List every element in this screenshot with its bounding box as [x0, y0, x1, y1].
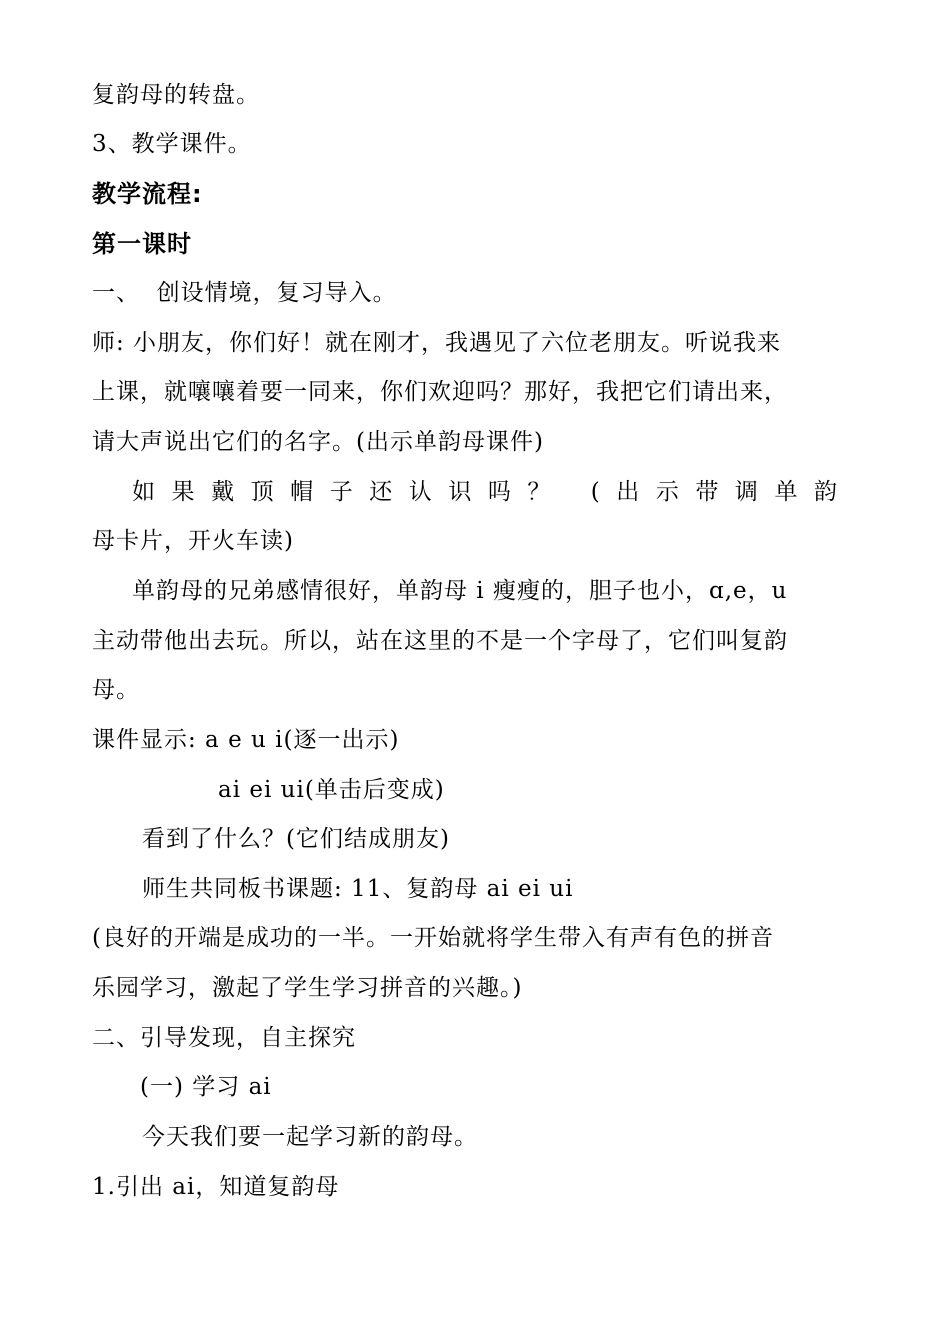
- section-heading-first-lesson: 第一课时: [92, 230, 192, 258]
- text-line-7: 上课，就嚷嚷着要一同来，你们欢迎吗？那好，我把它们请出来，: [92, 379, 788, 405]
- text-line-14: 课件显示: a e u i(逐一出示): [92, 727, 400, 753]
- text-line-23: 1.引出 ai，知道复韵母: [92, 1174, 340, 1200]
- section-heading-teaching-process: 教学流程:: [92, 180, 203, 208]
- text-line-8: 请大声说出它们的名字。(出示单韵母课件): [92, 429, 544, 455]
- text-line-18: (良好的开端是成功的一半。一开始就将学生带入有声有色的拼音: [92, 925, 774, 951]
- text-line-10: 母卡片，开火车读): [92, 528, 294, 554]
- text-line-1: 复韵母的转盘。: [92, 82, 260, 108]
- text-line-9: 如果戴顶帽子还认识吗？ (出示带调单韵: [132, 479, 838, 505]
- text-line-13: 母。: [92, 677, 140, 703]
- text-line-section-two: 二、引导发现，自主探究: [92, 1025, 356, 1051]
- text-line-12: 主动带他出去玩。所以，站在这里的不是一个字母了，它们叫复韵: [92, 628, 788, 654]
- text-line-22: 今天我们要一起学习新的韵母。: [142, 1124, 478, 1150]
- text-line-section-one: 一、 创设情境，复习导入。: [92, 280, 397, 306]
- text-line-2: 3、教学课件。: [92, 131, 252, 157]
- text-line-16: 看到了什么？(它们结成朋友): [142, 826, 450, 852]
- text-line-6: 师: 小朋友，你们好！就在刚才，我遇见了六位老朋友。听说我来: [92, 330, 782, 356]
- text-line-subsection-ai: (一) 学习 ai: [140, 1074, 272, 1100]
- text-line-15: ai ei ui(单击后变成): [218, 777, 445, 803]
- text-line-19: 乐园学习，激起了学生学习拼音的兴趣。): [92, 975, 523, 1001]
- text-line-11: 单韵母的兄弟感情很好，单韵母 i 瘦瘦的，胆子也小，ɑ,e，u: [132, 578, 788, 604]
- text-line-17: 师生共同板书课题: 11、复韵母 ai ei ui: [142, 876, 574, 902]
